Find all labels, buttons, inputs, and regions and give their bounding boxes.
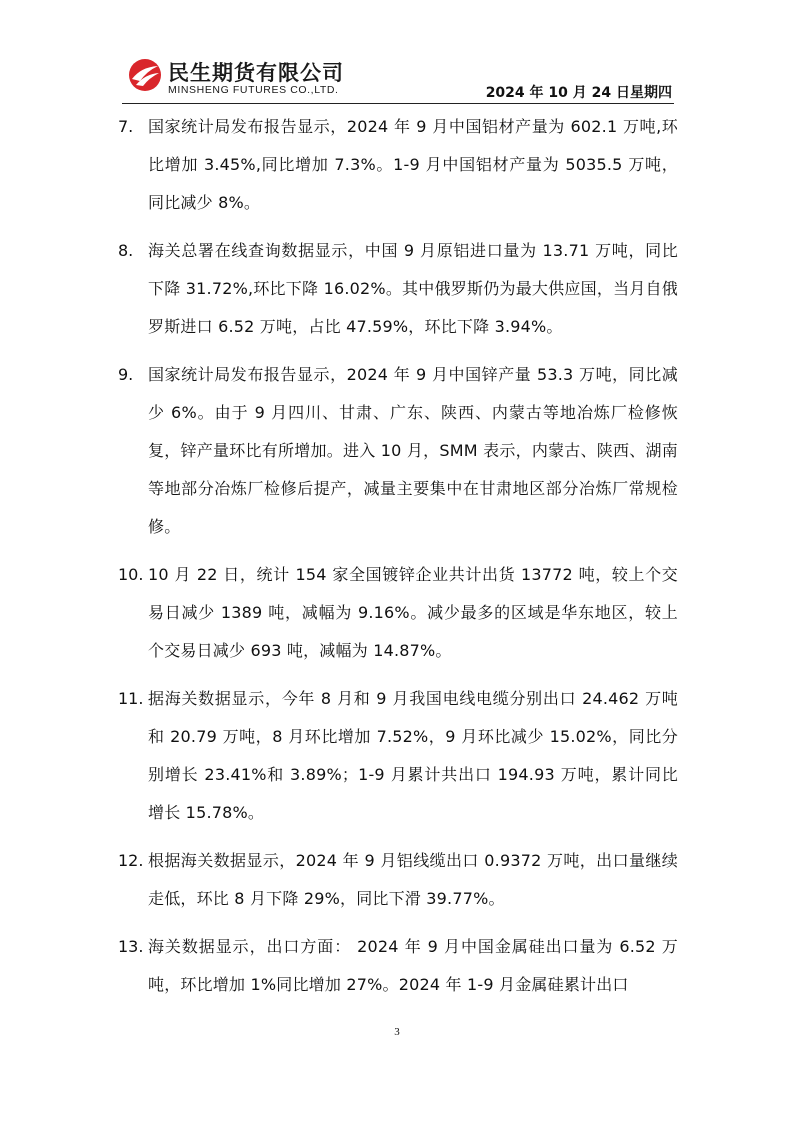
list-item	[118, 556, 678, 670]
item-number: 8.	[118, 241, 134, 260]
list-item	[118, 928, 678, 1004]
item-number: 10.	[118, 565, 144, 584]
report-date: 2024 年 10 月 24 日星期四	[485, 85, 672, 101]
brand-name-english: MINSHENG FUTURES CO.,LTD.	[168, 84, 339, 96]
list-item	[118, 680, 678, 832]
list-item	[118, 842, 678, 918]
header-divider	[122, 103, 674, 104]
item-text: 据海关数据显示，今年 8 月和 9 月我国电线电缆分别出口 24.462 万吨和 20.79 万吨，8 月环比增加 7.52%，9 月环比减少 15.02%，同比分别增长 23.41%和 3.89%；1-9 月累计共出口 194.93 万吨，累计同比增长 15.78%。	[148, 689, 678, 822]
item-number: 9.	[118, 365, 134, 384]
page-number: 3	[394, 1026, 400, 1038]
item-number: 11.	[118, 689, 144, 708]
brand-name-chinese: 民生期货有限公司	[168, 61, 344, 85]
item-number: 7.	[118, 117, 134, 136]
list-item	[118, 108, 678, 222]
item-text: 国家统计局发布报告显示，2024 年 9 月中国铝材产量为 602.1 万吨,环比增加 3.45%,同比增加 7.3%。1-9 月中国铝材产量为 5035.5 万吨，同比减少 8%。	[148, 117, 678, 212]
item-number: 12.	[118, 851, 144, 870]
list-item	[118, 356, 678, 546]
item-number: 13.	[118, 937, 144, 956]
item-text: 海关数据显示，出口方面： 2024 年 9 月中国金属硅出口量为 6.52 万吨，环比增加 1%同比增加 27%。2024 年 1-9 月金属硅累计出口	[148, 937, 678, 994]
item-text: 10 月 22 日，统计 154 家全国镀锌企业共计出货 13772 吨，较上个交易日减少 1389 吨，减幅为 9.16%。减少最多的区域是华东地区，较上个交易日减少 693 吨，减幅为 14.87%。	[148, 565, 678, 660]
news-list	[118, 108, 678, 1014]
item-text: 国家统计局发布报告显示，2024 年 9 月中国锌产量 53.3 万吨，同比减少 6%。由于 9 月四川、甘肃、广东、陕西、内蒙古等地冶炼厂检修恢复，锌产量环比有所增加。进入 10 月，SMM 表示，内蒙古、陕西、湖南等地部分冶炼厂检修后提产，减量主要集中在甘肃地区部分冶炼厂常规检修。	[148, 365, 678, 536]
page-header	[122, 54, 674, 104]
item-text: 海关总署在线查询数据显示，中国 9 月原铝进口量为 13.71 万吨，同比下降 31.72%,环比下降 16.02%。其中俄罗斯仍为最大供应国，当月自俄罗斯进口 6.52 万吨，占比 47.59%，环比下降 3.94%。	[148, 241, 678, 336]
list-item	[118, 232, 678, 346]
item-text: 根据海关数据显示，2024 年 9 月铝线缆出口 0.9372 万吨，出口量继续走低，环比 8 月下降 29%，同比下滑 39.77%。	[148, 851, 678, 908]
minsheng-logo-icon	[127, 57, 163, 93]
